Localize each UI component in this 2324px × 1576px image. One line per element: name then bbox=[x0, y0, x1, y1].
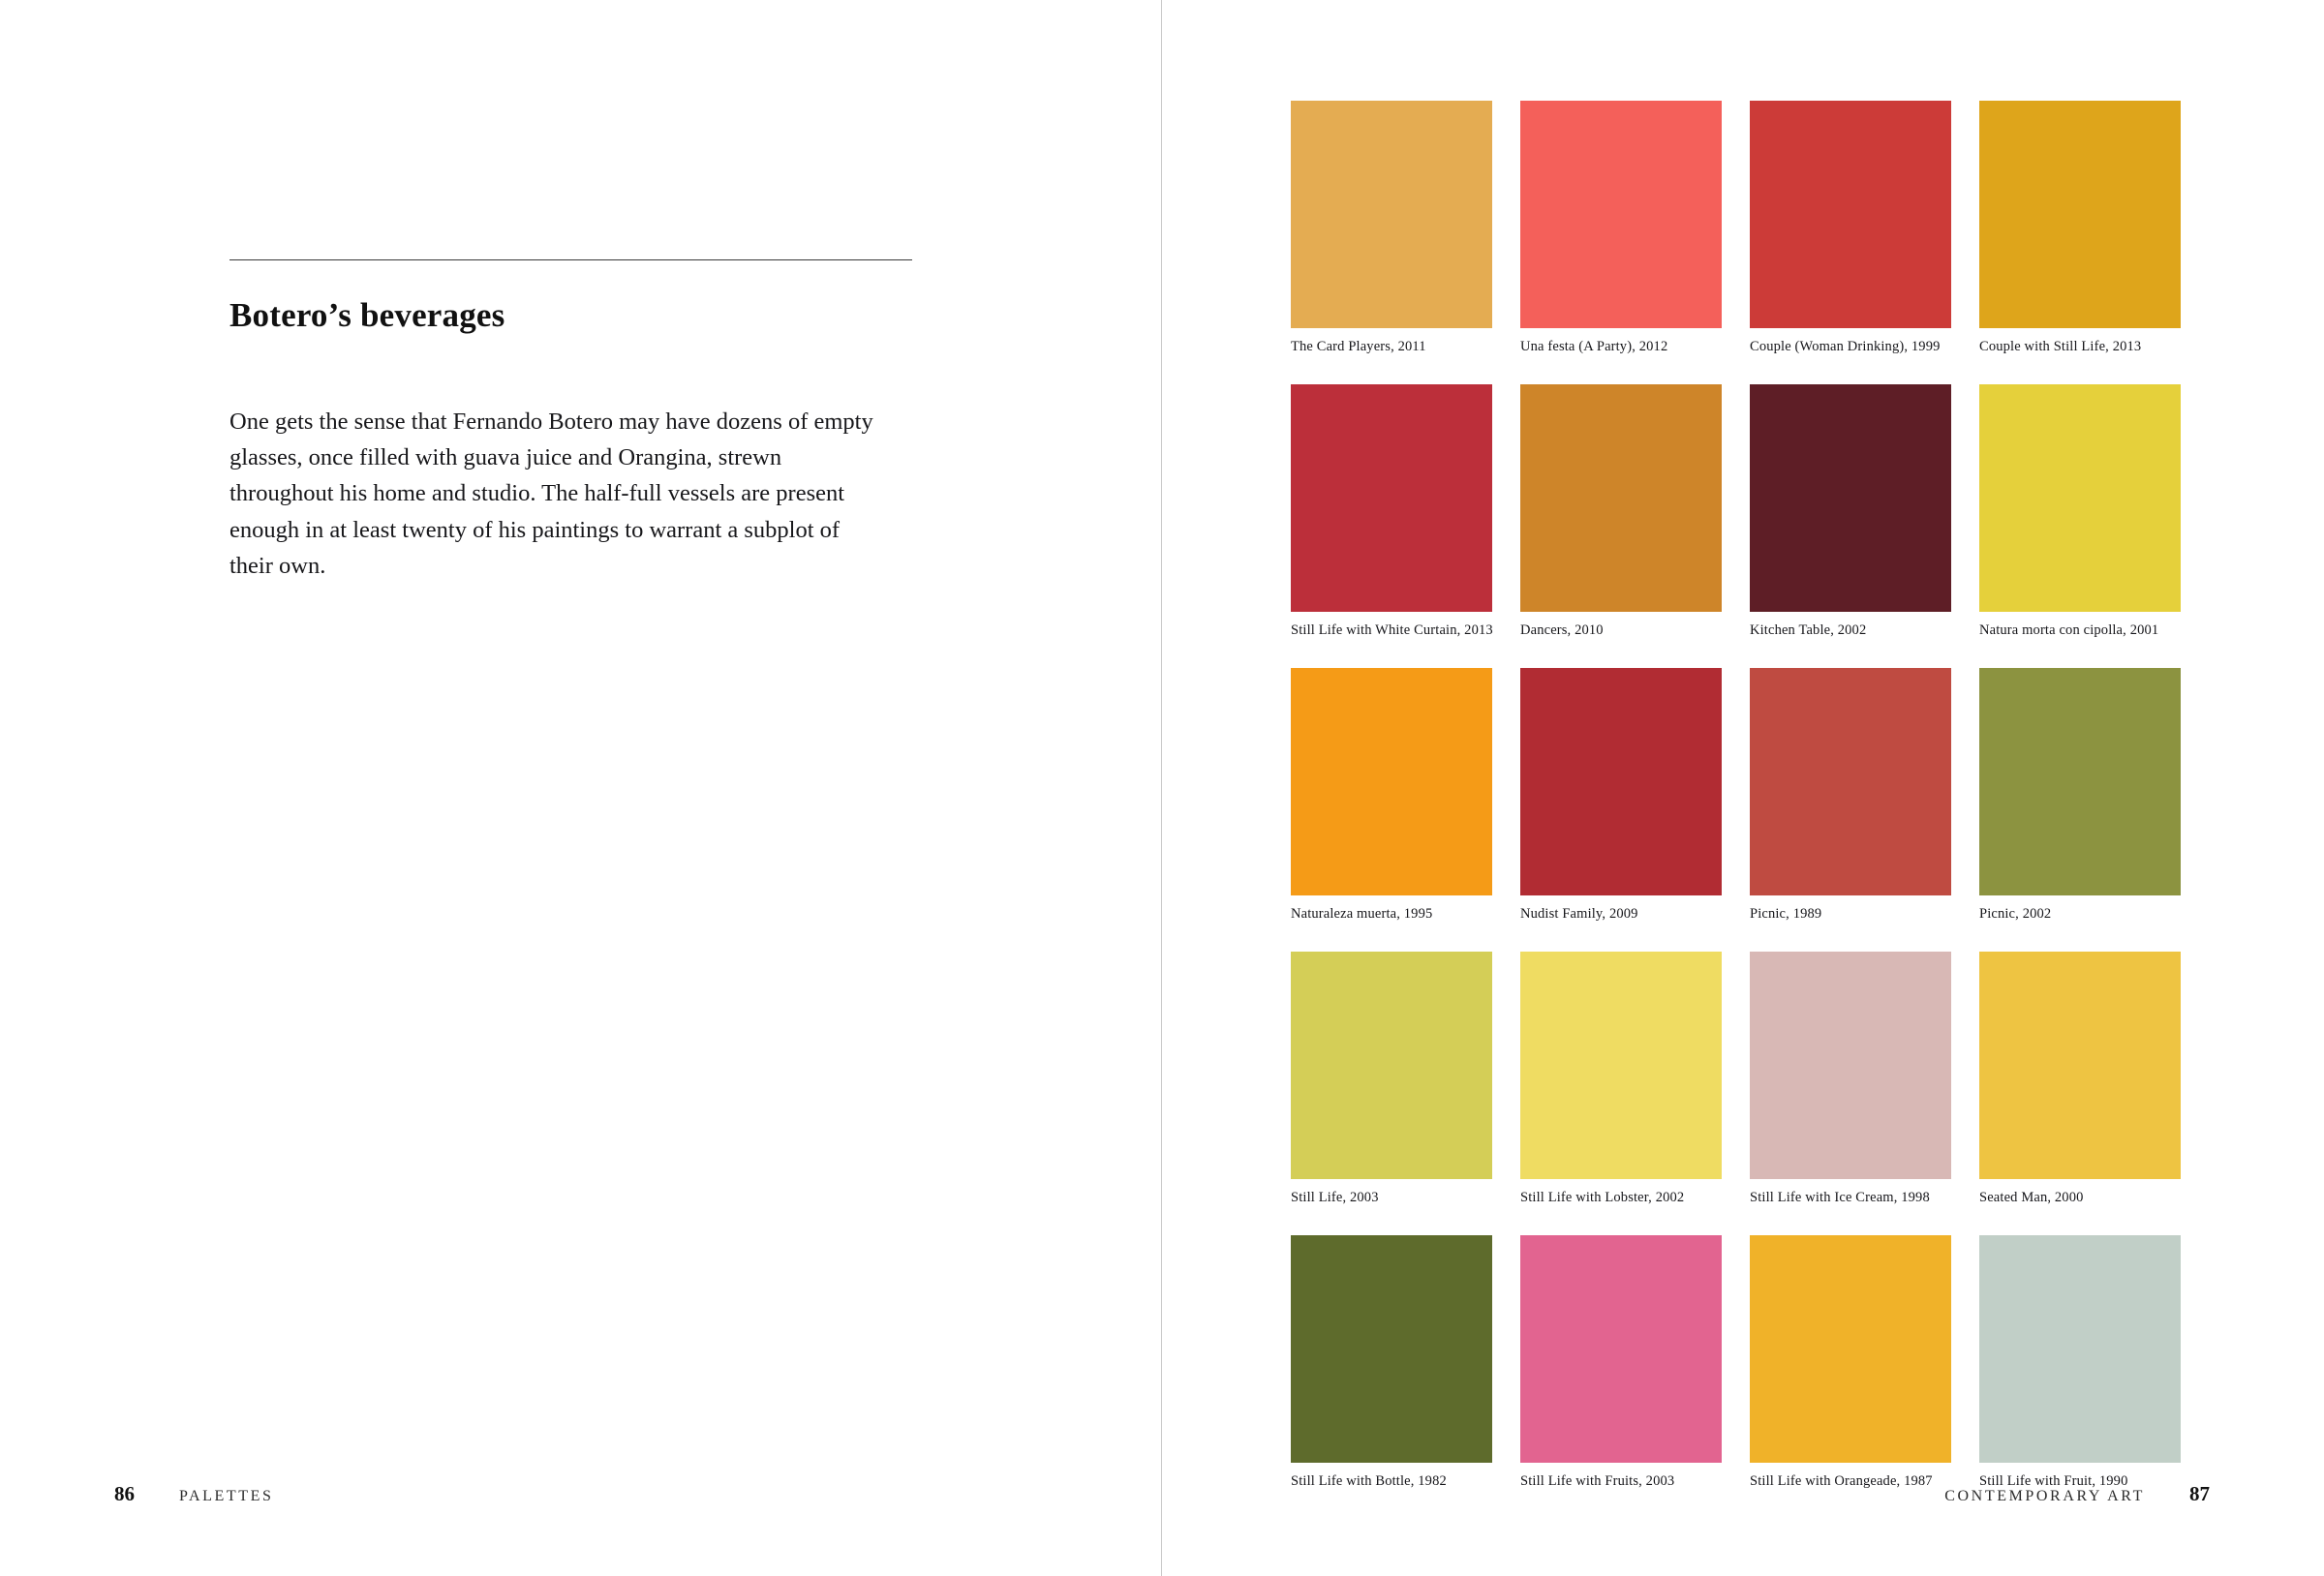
swatch-caption: Still Life with Orangeade, 1987 bbox=[1750, 1473, 1933, 1489]
headline-rule bbox=[229, 259, 912, 260]
swatch-caption: The Card Players, 2011 bbox=[1291, 339, 1426, 354]
color-swatch bbox=[1291, 384, 1492, 612]
swatch-caption: Natura morta con cipolla, 2001 bbox=[1979, 622, 2159, 638]
swatch-caption: Dancers, 2010 bbox=[1520, 622, 1604, 638]
palette-swatch-cell bbox=[1291, 668, 1492, 923]
color-swatch bbox=[1979, 668, 2181, 895]
color-swatch bbox=[1291, 1235, 1492, 1463]
color-swatch bbox=[1291, 952, 1492, 1179]
color-swatch bbox=[1979, 952, 2181, 1179]
color-swatch bbox=[1520, 384, 1722, 612]
palette-swatch-cell bbox=[1750, 101, 1951, 355]
palette-swatch-cell bbox=[1520, 668, 1722, 923]
swatch-caption: Naturaleza muerta, 1995 bbox=[1291, 906, 1433, 922]
swatch-caption: Seated Man, 2000 bbox=[1979, 1190, 2084, 1205]
palette-swatch-cell bbox=[1520, 1235, 1722, 1490]
palette-swatch-cell bbox=[1750, 384, 1951, 639]
swatch-caption: Still Life with Fruits, 2003 bbox=[1520, 1473, 1675, 1489]
swatch-caption: Couple (Woman Drinking), 1999 bbox=[1750, 339, 1941, 354]
palette-swatch-cell bbox=[1520, 384, 1722, 639]
color-swatch bbox=[1750, 384, 1951, 612]
color-swatch bbox=[1750, 1235, 1951, 1463]
swatch-caption: Still Life, 2003 bbox=[1291, 1190, 1379, 1205]
right-page bbox=[1162, 0, 2324, 1576]
body-paragraph: One gets the sense that Fernando Botero may have dozens of empty glasses, once filled with guava juice and Orangina, strewn throughout his home and studio. The half-full vessels are present enough in at least twenty of his paintings to warrant a subplot of their own. bbox=[229, 409, 873, 579]
color-swatch bbox=[1750, 668, 1951, 895]
swatch-caption: Still Life with Fruit, 1990 bbox=[1979, 1473, 2128, 1489]
page-title: Botero’s beverages bbox=[229, 296, 505, 334]
color-swatch bbox=[1979, 101, 2181, 328]
right-page-footer bbox=[1944, 1482, 2210, 1506]
color-swatch bbox=[1520, 1235, 1722, 1463]
palette-swatch-cell bbox=[1979, 101, 2181, 355]
palette-swatch-cell bbox=[1979, 952, 2181, 1206]
swatch-caption: Una festa (A Party), 2012 bbox=[1520, 339, 1668, 354]
color-swatch bbox=[1750, 952, 1951, 1179]
palette-swatch-cell bbox=[1520, 101, 1722, 355]
color-swatch bbox=[1520, 101, 1722, 328]
palette-swatch-cell bbox=[1291, 101, 1492, 355]
palette-swatch-cell bbox=[1520, 952, 1722, 1206]
palette-grid bbox=[1291, 101, 2181, 1490]
swatch-caption: Picnic, 2002 bbox=[1979, 906, 2052, 922]
palette-swatch-cell bbox=[1979, 384, 2181, 639]
palette-swatch-cell bbox=[1750, 952, 1951, 1206]
swatch-caption: Still Life with Ice Cream, 1998 bbox=[1750, 1190, 1930, 1205]
swatch-caption: Couple with Still Life, 2013 bbox=[1979, 339, 2142, 354]
color-swatch bbox=[1291, 101, 1492, 328]
swatch-caption: Still Life with White Curtain, 2013 bbox=[1291, 622, 1493, 638]
palette-swatch-cell bbox=[1291, 1235, 1492, 1490]
swatch-caption: Still Life with Bottle, 1982 bbox=[1291, 1473, 1447, 1489]
palette-swatch-cell bbox=[1979, 1235, 2181, 1490]
left-page-footer bbox=[114, 1482, 274, 1506]
color-swatch bbox=[1979, 384, 2181, 612]
right-page-section-label: CONTEMPORARY ART bbox=[1944, 1488, 2145, 1504]
swatch-caption: Still Life with Lobster, 2002 bbox=[1520, 1190, 1685, 1205]
palette-swatch-cell bbox=[1291, 952, 1492, 1206]
color-swatch bbox=[1520, 952, 1722, 1179]
swatch-caption: Kitchen Table, 2002 bbox=[1750, 622, 1867, 638]
left-page-number: 86 bbox=[114, 1482, 135, 1505]
color-swatch bbox=[1979, 1235, 2181, 1463]
left-page-section-label: PALETTES bbox=[179, 1488, 274, 1504]
right-page-number: 87 bbox=[2189, 1482, 2210, 1505]
palette-swatch-cell bbox=[1291, 384, 1492, 639]
palette-swatch-cell bbox=[1750, 1235, 1951, 1490]
swatch-caption: Nudist Family, 2009 bbox=[1520, 906, 1638, 922]
color-swatch bbox=[1291, 668, 1492, 895]
palette-swatch-cell bbox=[1750, 668, 1951, 923]
color-swatch bbox=[1750, 101, 1951, 328]
palette-swatch-cell bbox=[1979, 668, 2181, 923]
color-swatch bbox=[1520, 668, 1722, 895]
left-page-content bbox=[229, 259, 912, 584]
swatch-caption: Picnic, 1989 bbox=[1750, 906, 1822, 922]
